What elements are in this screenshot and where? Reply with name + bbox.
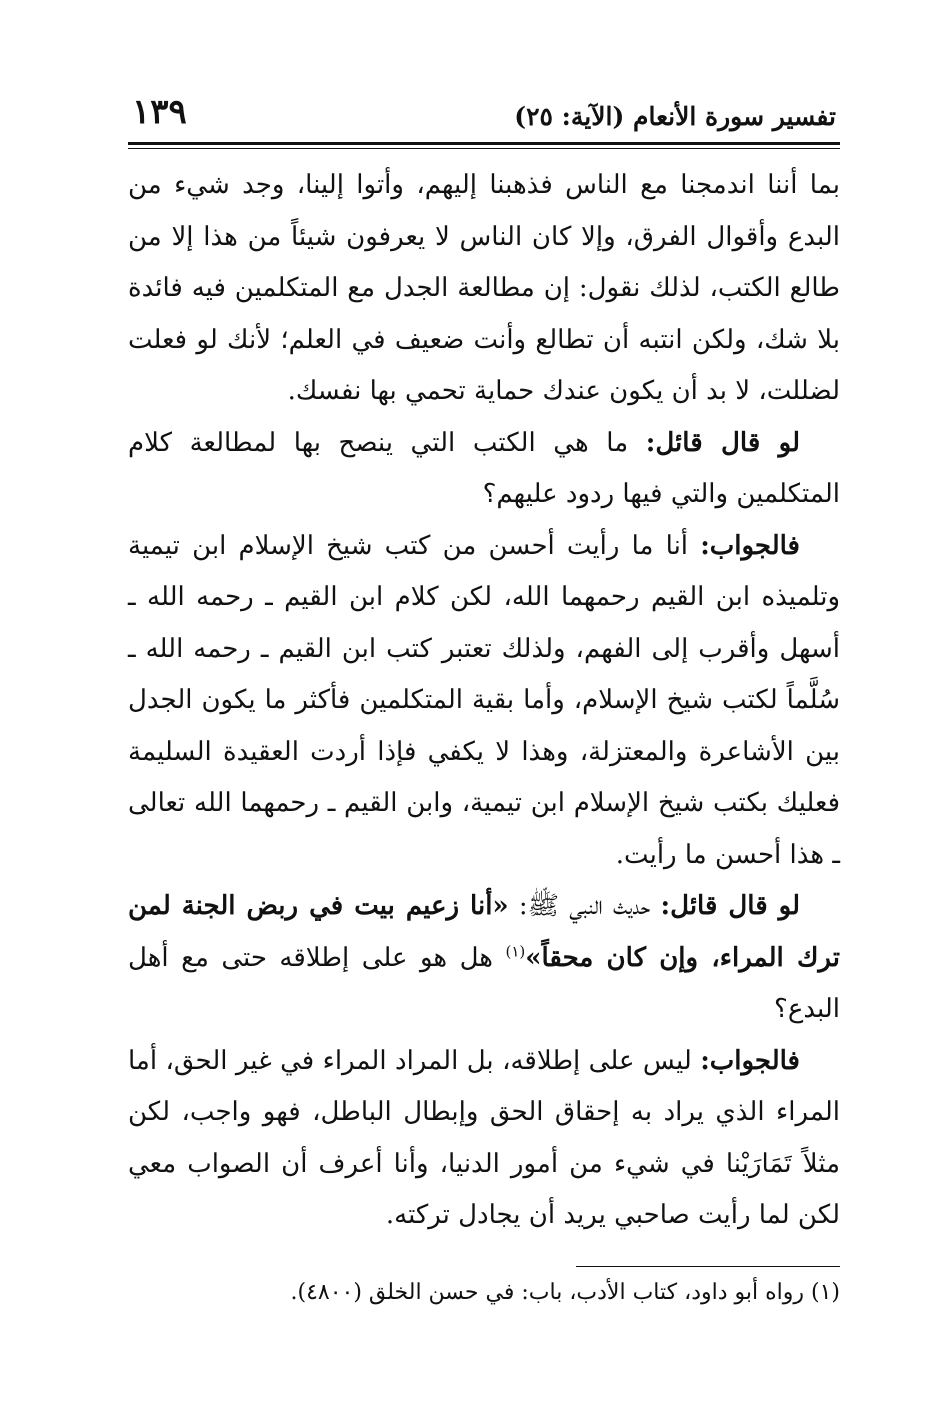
footnote-reference[interactable]: (١) xyxy=(505,941,526,960)
answer-2-text: ليس على إطلاقه، بل المراد المراء في غير الحق، أما المراء الذي يراد به إحقاق الحق وإبطال الباطل، فهو واجب، لكن مثلاً تَمَارَيْنا في شيء من أمور الدنيا، وأنا أعرف أن الصواب معي لكن لما رأيت صاحبي يريد أن يجادل تركته. xyxy=(128,1045,840,1230)
question-1-text: ما هي الكتب التي ينصح بها لمطالعة كلام المتكلمين والتي فيها ردود عليهم؟ xyxy=(128,427,840,509)
answer-1-text: أنا ما رأيت أحسن من كتب شيخ الإسلام ابن تيمية وتلميذه ابن القيم رحمهما الله، لكن كلام ابن القيم ـ رحمه الله ـ أسهل وأقرب إلى الفهم، ولذلك تعتبر كتب ابن القيم ـ رحمه الله ـ سُلَّماً لكتب شيخ الإسلام، وأما بقية المتكلمين فأكثر ما يكون الجدل بين الأشاعرة والمعتزلة، وهذا لا يكفي فإذا أردت العقيدة السليمة فعليك بكتب شيخ الإسلام ابن تيمية، وابن القيم ـ رحمهما الله تعالى ـ هذا أحسن ما رأيت. xyxy=(128,530,841,870)
header-title: تفسير سورة الأنعام (الآية: ٢٥) xyxy=(514,102,836,131)
question-1 xyxy=(128,418,840,521)
question-1-lead: لو قال قائل: xyxy=(645,427,800,458)
question-2-lead: لو قال قائل: xyxy=(660,891,801,921)
body-text xyxy=(128,160,840,1242)
answer-2 xyxy=(128,1036,840,1242)
header-rule-thick xyxy=(128,142,840,145)
paragraph-intro: بما أننا اندمجنا مع الناس فذهبنا إليهم، وأتوا إلينا، وجد شيء من البدع وأقوال الفرق، وإلا كان الناس لا يعرفون شيئاً من هذا إلا من طالع الكتب، لذلك نقول: إن مطالعة الجدل مع المتكلمين فيه فائدة بلا شك، ولكن انتبه أن تطالع وأنت ضعيف في العلم؛ لأنك لو فعلت لضللت، لا بد أن يكون عندك حماية تحمي بها نفسك. xyxy=(128,170,840,406)
question-2 xyxy=(128,881,840,1036)
running-header xyxy=(128,92,836,136)
answer-1-lead: فالجواب: xyxy=(700,530,800,561)
answer-2-lead: فالجواب: xyxy=(700,1045,800,1076)
hadith-quote: «أنا زعيم بيت في ربض الجنة لمن ترك المراء، وإن كان محقاً» xyxy=(128,891,840,973)
question-2-rest: هل هو على إطلاقه حتى مع أهل البدع؟ xyxy=(128,942,840,1024)
question-2-text: حديث النبي ﷺ: xyxy=(508,891,661,921)
footnote: (١) رواه أبو داود، كتاب الأدب، باب: في حسن الخلق (٤٨٠٠). xyxy=(290,1280,840,1305)
header-rule-thin xyxy=(128,148,840,149)
footnote-rule xyxy=(576,1266,840,1267)
answer-1 xyxy=(128,521,840,882)
page-number: ١٣٩ xyxy=(132,92,187,132)
